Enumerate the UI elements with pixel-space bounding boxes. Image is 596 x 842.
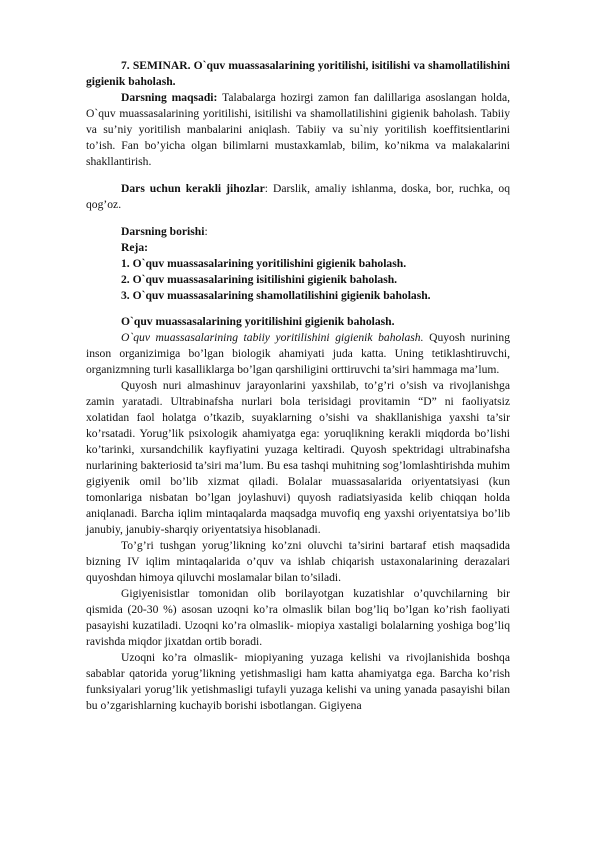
goal-label: Darsning maqsadi:	[121, 91, 218, 104]
plan-item: 1. O`quv muassasalarining yoritilishini gigienik baholash.	[121, 257, 407, 270]
document-page	[86, 58, 510, 714]
equipment-paragraph	[86, 181, 510, 213]
body-paragraph-1	[86, 330, 510, 378]
plan-label: Reja:	[121, 241, 149, 254]
body-paragraph-2: Quyosh nuri almashinuv jarayonlarini yaxshilab, to’g’ri o’sish va rivojlanishga zamin yaratadi. Ultrabinafsha nurlari bola terisidagi provitamin “D” ni faoliyatsiz xolatidan faol holatga o’tkazib, suyaklarning o’sishi va shakllanishiga yaxshi ta’sir ko’rsatadi. Yorug’lik psixologik ahamiyatga ega: yoruqlikning kerakli miqdorda bo’lishi ko’tarinki, xursandchilik kayfiyatini yuzaga keltiradi. Quyosh spektridagi ultrabinafsha nurlarining bakteriosid ta’siri ma’lum. Bu esa tashqi muhitning sog’lomlashtirishda muhim gigiyenik omil bo’lib xizmat qiladi. Bolalar muassasalarida oriyentatsiyasi (kun tomonlariga nisbatan bo’lgan joylashuvi) quyosh radiatsiyasida kelib chiqqan holda aniqlanadi. Barcha iqlim mintaqalarda maqsadga muvofiq eng yaxshi oriyentatsiya bo’lib janubiy, janubiy-sharqiy oriyentatsiya hisoblanadi.	[86, 379, 510, 536]
seminar-title: 7. SEMINAR. O`quv muassasalarining yoritilishi, isitilishi va shamollatilishini gigienik baholash.	[86, 59, 510, 88]
section-heading: O`quv muassasalarining yoritilishini gigienik baholash.	[121, 315, 395, 328]
equipment-label: Dars uchun kerakli jihozlar	[121, 182, 265, 195]
subheading-italic: O`quv muassasalarining tabiiy yoritilishini gigienik baholash.	[121, 331, 424, 344]
goal-text: Talabalarga hozirgi zamon fan dalillariga asoslangan holda, O`quv muassasalarining yoritilishi, isitilishi va shamollatilishini gigienik baholash. Tabiiy va su’niy yoritilish manbalarini aniqlash. Tabiiy va su`niy yoritilish koeffitsientlarini to’ish. Fan bo’yicha olgan bilimlarni mustaxkamlab, bilim, ko’nikma va malakalarini shakllantirish.	[86, 91, 510, 168]
spacer	[86, 213, 510, 224]
paragraph-text: Quyosh nurining inson organizimiga bo’lgan biologik ahamiyati juda katta. Uning tetiklashtiruvchi, organizmning turli kasalliklarga bo’lgan qarshiligini orttiruvchi ta’siri hammaga ma’lum.	[86, 331, 510, 376]
equipment-text: : Darslik, amaliy ishlanma, doska, bor, ruchka, oq qog’oz.	[86, 182, 510, 211]
plan-item: 3. O`quv muassasalarining shamollatilishini gigienik baholash.	[121, 289, 431, 302]
body-paragraph-5: Uzoqni ko’ra olmaslik- miopiyaning yuzaga kelishi va rivojlanishida boshqa sabablar qatorida yorug’likning yetishmasligi ham katta ahamiyatga ega. Barcha ko’rish funksiyalari yorug’lik yetishmasligi tufayli yuzaga kelishi va uning yanada pasayishi bilan bu o’zgarishlarning kuchayib borishi isbotlangan. Gigiyena	[86, 651, 510, 712]
flow-heading	[86, 224, 510, 240]
body-paragraph-4: Gigiyenisistlar tomonidan olib borilayotgan kuzatishlar o’quvchilarning bir qismida (20-30 %) asosan uzoqni ko’ra olmaslik bilan bog’liq bo’lgan ko’rish faoliyati pasayishi kuzatiladi. Uzoqni ko’ra olmaslik- miopiya xastaligi bolalarning yoshiga bog’liq ravishda miqdor jixatdan ortib boradi.	[86, 587, 510, 648]
flow-colon: :	[204, 225, 208, 238]
spacer	[86, 170, 510, 181]
body-paragraph-3: To’g’ri tushgan yorug’likning ko’zni oluvchi ta’sirini bartaraf etish maqsadida bizning IV iqlim mintaqalarida o’quv va ishlab chiqarish ustaxonalarining derazalari quyoshdan himoya qiluvchi moslamalar bilan to’siladi.	[86, 539, 510, 584]
plan-item: 2. O`quv muassasalarining isitilishini gigienik baholash.	[121, 273, 398, 286]
goal-paragraph	[86, 90, 510, 170]
spacer	[86, 304, 510, 314]
flow-label: Darsning borishi	[121, 225, 205, 238]
